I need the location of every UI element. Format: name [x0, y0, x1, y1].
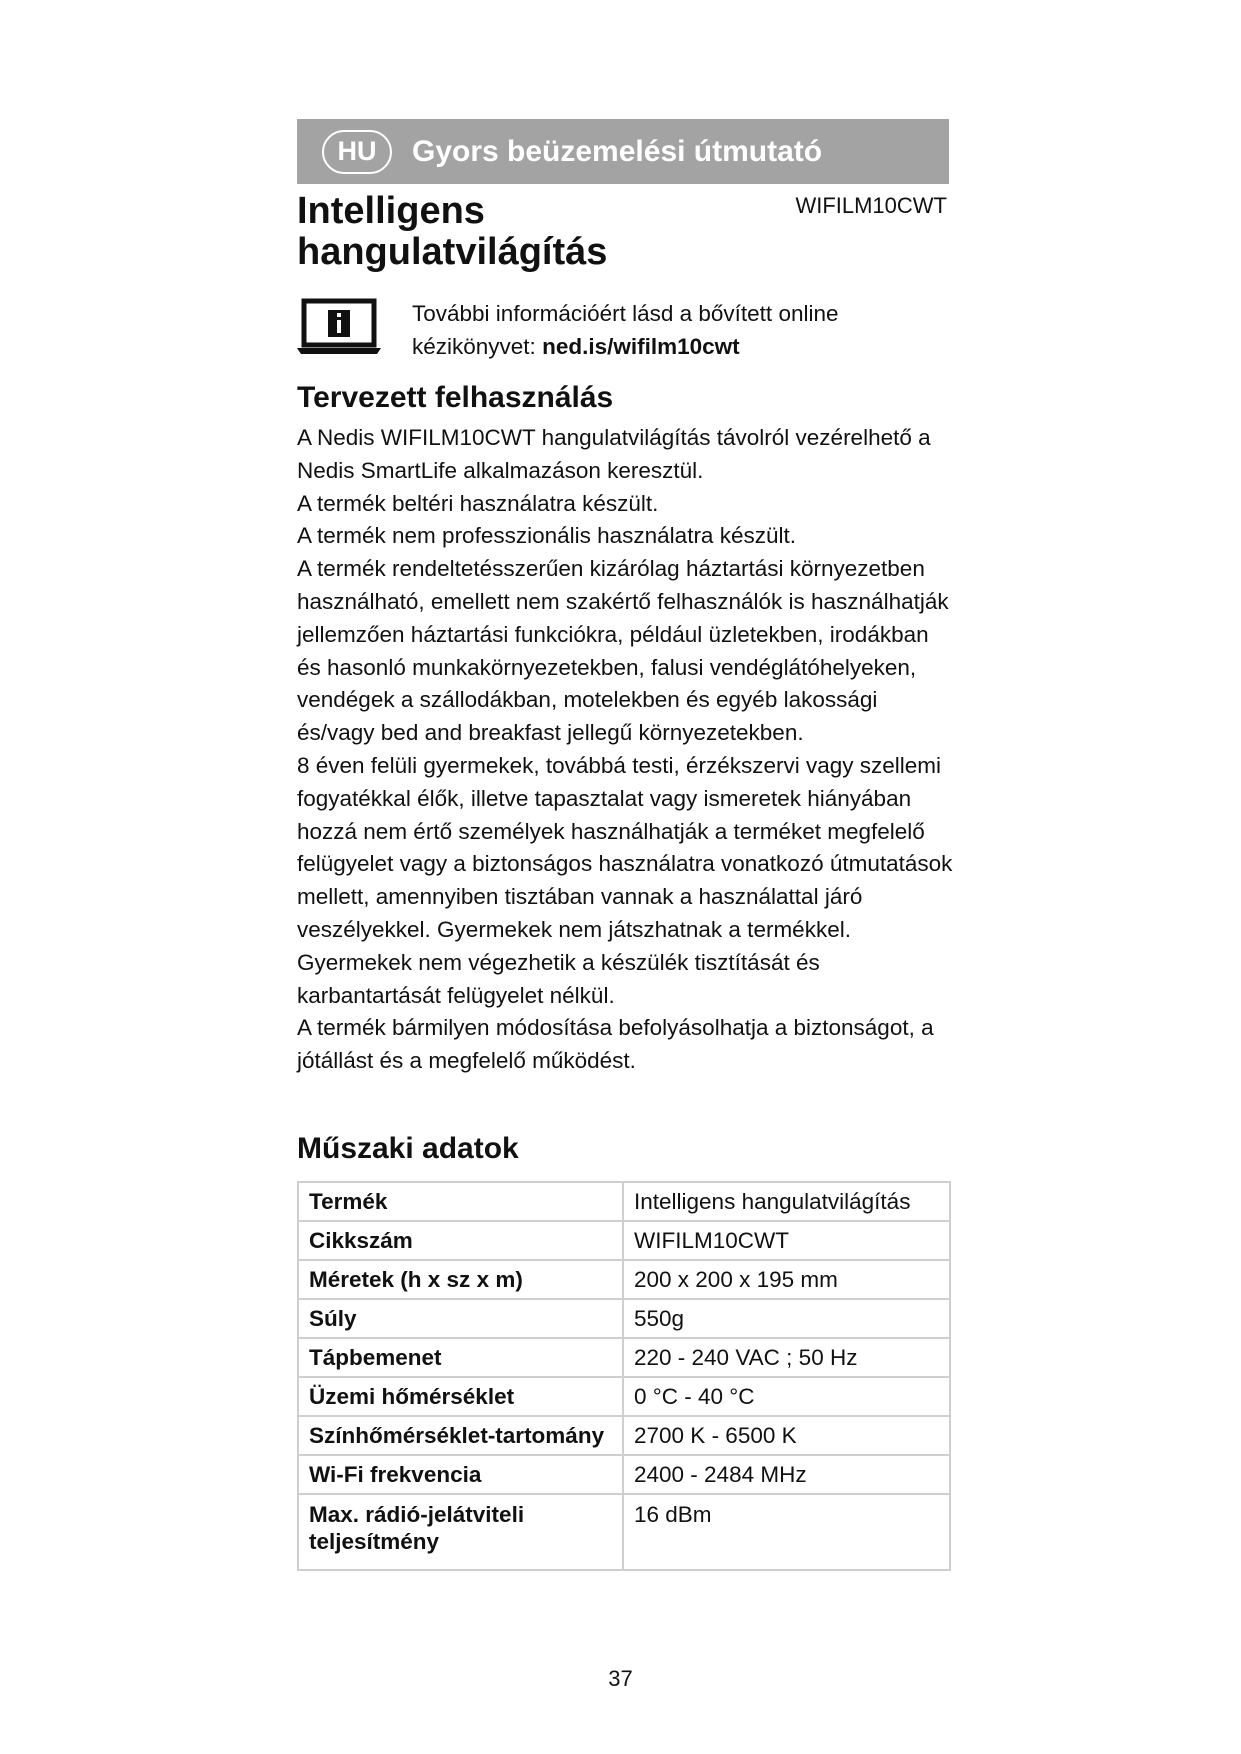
spec-label-cell — [298, 1299, 623, 1338]
spec-label-cell — [298, 1260, 623, 1299]
spec-label: Súly — [309, 1306, 357, 1331]
spec-label-cell — [298, 1182, 623, 1221]
table-row — [298, 1182, 950, 1221]
page-number: 37 — [608, 1666, 633, 1691]
spec-label-cell — [298, 1338, 623, 1377]
spec-label-cell — [298, 1494, 623, 1570]
spec-value: 0 °C - 40 °C — [623, 1377, 950, 1416]
spec-label: Termék — [309, 1189, 388, 1214]
language-badge: HU — [322, 130, 392, 174]
spec-label: Színhőmérséklet-tartomány — [309, 1423, 605, 1448]
spec-value: 2400 - 2484 MHz — [623, 1455, 950, 1494]
table-row — [298, 1221, 950, 1260]
spec-label: Méretek (h x sz x m) — [309, 1267, 523, 1292]
intended-use-text — [297, 422, 957, 1078]
product-title: Intelligens hangulatvilágítás — [297, 190, 608, 273]
spec-value: 200 x 200 x 195 mm — [623, 1260, 950, 1299]
online-manual-line1: További információért lásd a bővített online — [412, 301, 839, 326]
banner-title: Gyors beüzemelési útmutató — [412, 134, 823, 168]
laptop-info-icon — [297, 298, 381, 356]
paragraph: A termék beltéri használatra készült. — [297, 490, 659, 516]
table-row — [298, 1299, 950, 1338]
spec-value: 2700 K - 6500 K — [623, 1416, 950, 1455]
spec-label: Üzemi hőmérséklet — [309, 1384, 515, 1409]
paragraph: A termék nem professzionális használatra készült. — [297, 523, 796, 549]
online-manual-line2 — [412, 330, 839, 363]
spec-label-cell — [298, 1221, 623, 1260]
spec-label-cell — [298, 1416, 623, 1455]
spec-label-cell — [298, 1455, 623, 1494]
paragraph: 8 éven felüli gyermekek, továbbá testi, érzékszervi vagy szellemi fogyatékkal élők, illetve tapasztalat vagy ismeretek hiányában hozzá nem értő személyek használhatják a terméket megfelelő felügyelet vagy a biztonságos használatra vonatkozó útmutatások mellett, amennyiben tisztában vannak a használattal járó veszélyekkel. Gyermekek nem játszhatnak a termékkel. Gyermekek nem végezhetik a készülék tisztítását és karbantartását felügyelet nélkül. — [297, 752, 953, 1008]
table-row — [298, 1260, 950, 1299]
spec-label-cell — [298, 1377, 623, 1416]
specs-heading: Műszaki adatok — [297, 1132, 519, 1165]
spec-label: Max. rádió-jelátviteli teljesítmény — [309, 1502, 525, 1554]
specs-table — [297, 1181, 951, 1571]
manual-link[interactable]: ned.is/wifilm10cwt — [542, 334, 740, 359]
intended-use-heading: Tervezett felhasználás — [297, 381, 614, 414]
online-manual-note — [412, 297, 839, 363]
paragraph: A termék bármilyen módosítása befolyásolhatja a biztonságot, a jótállást és a megfelelő működést. — [297, 1015, 934, 1074]
table-row — [298, 1338, 950, 1377]
spec-value: Intelligens hangulatvilágítás — [623, 1182, 950, 1221]
spec-value: 220 - 240 VAC ; 50 Hz — [623, 1338, 950, 1377]
spec-label: Tápbemenet — [309, 1345, 442, 1370]
paragraph: A termék rendeltetésszerűen kizárólag háztartási környezetben használható, emellett nem szakértő felhasználók is használhatják jellemzően háztartási funkciókra, például üzletekben, irodákban és hasonló munkakörnyezetekben, falusi vendéglátóhelyeken, vendégek a szállodákban, motelekben és egyéb lakossági és/vagy bed and breakfast jellegű környezetekben. — [297, 556, 949, 746]
table-row — [298, 1455, 950, 1494]
paragraph: A Nedis WIFILM10CWT hangulatvilágítás távolról vezérelhető a Nedis SmartLife alkalmazáson keresztül. — [297, 425, 931, 483]
spec-value: 550g — [623, 1299, 950, 1338]
table-row — [298, 1416, 950, 1455]
table-row — [298, 1494, 950, 1570]
model-code: WIFILM10CWT — [795, 193, 947, 218]
spec-value: WIFILM10CWT — [623, 1221, 950, 1260]
spec-label: Wi-Fi frekvencia — [309, 1462, 482, 1487]
online-manual-prefix: kézikönyvet: — [412, 334, 536, 359]
spec-label: Cikkszám — [309, 1228, 413, 1253]
table-row — [298, 1377, 950, 1416]
language-banner — [297, 119, 949, 184]
spec-value: 16 dBm — [623, 1494, 950, 1570]
